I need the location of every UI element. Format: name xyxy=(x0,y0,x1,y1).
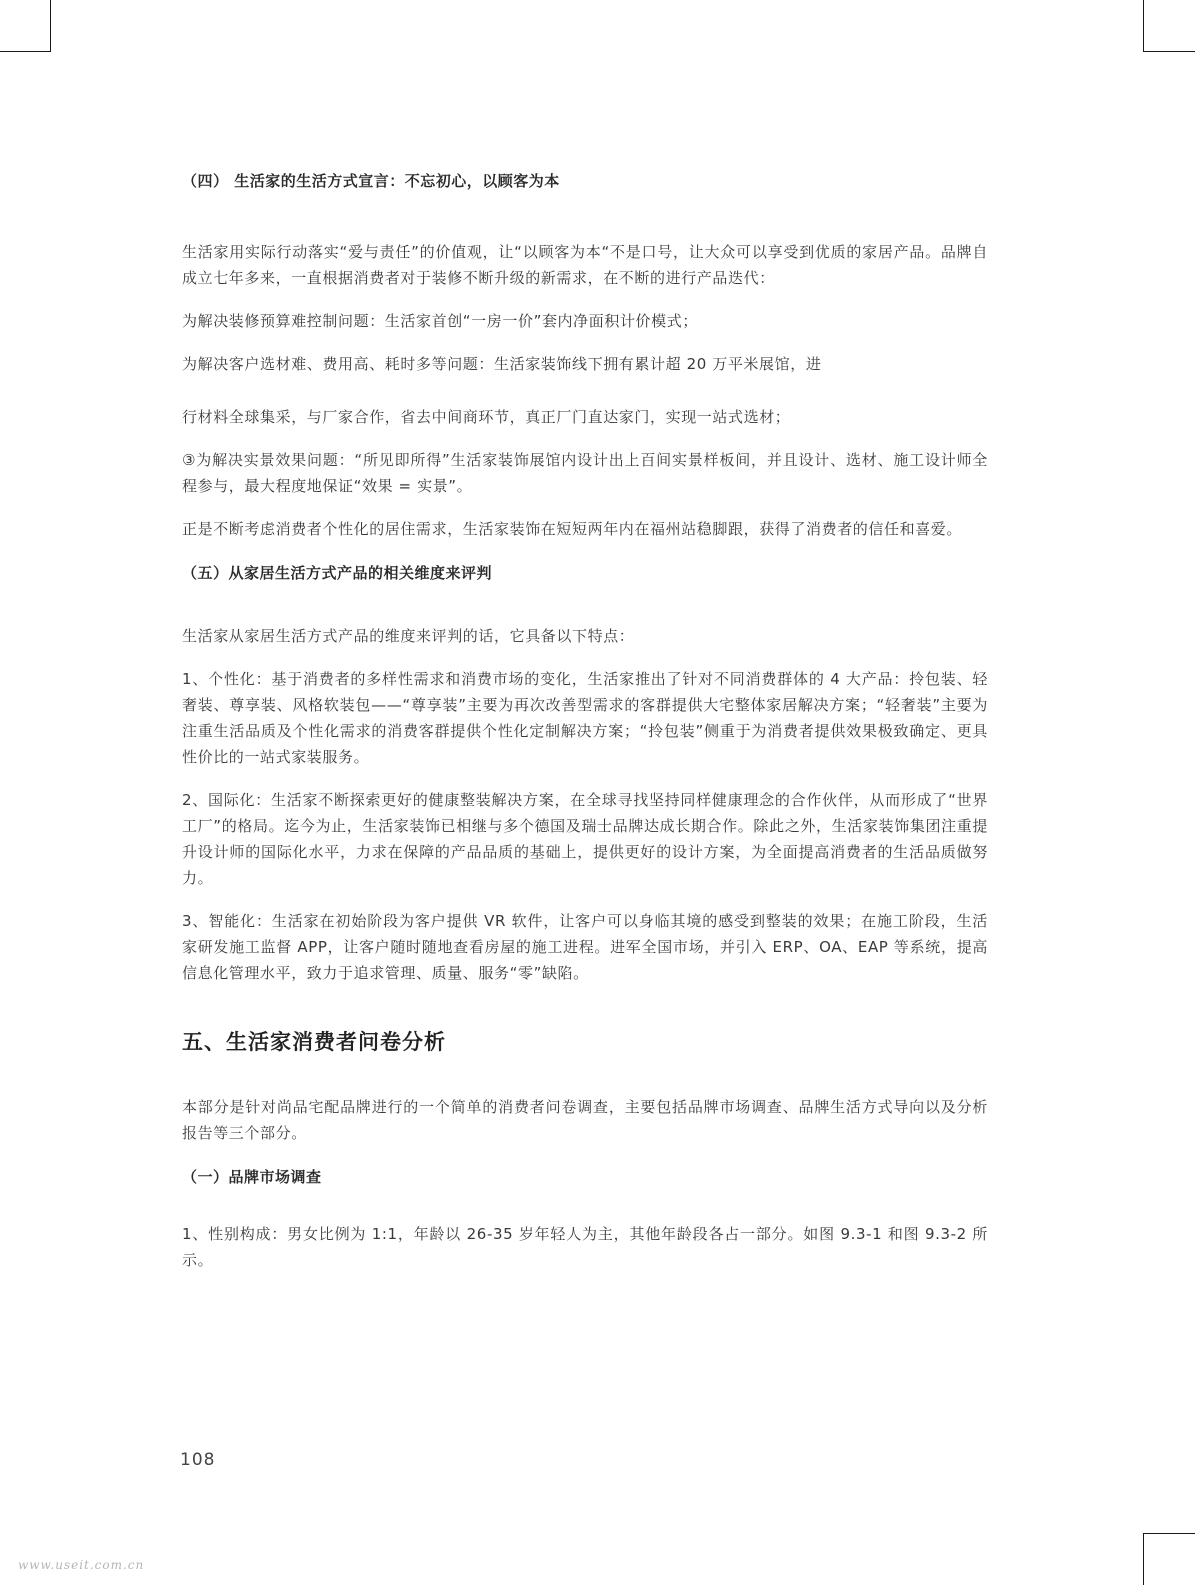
crop-mark-top-left-horizontal xyxy=(0,51,51,52)
section-4-paragraph-2: 为解决装修预算难控制问题：生活家首创“一房一价”套内净面积计价模式； xyxy=(182,312,698,330)
crop-mark-top-right-vertical xyxy=(1143,0,1144,52)
crop-mark-bottom-right-vertical xyxy=(1143,1533,1144,1585)
section-5-heading: （五）从家居生活方式产品的相关维度来评判 xyxy=(182,564,493,582)
page-number: 108 xyxy=(180,1450,216,1470)
section-5-paragraph-1: 生活家从家居生活方式产品的维度来评判的话，它具备以下特点： xyxy=(182,627,635,645)
crop-mark-top-right-horizontal xyxy=(1143,51,1195,52)
section-4-paragraph-1: 生活家用实际行动落实“爱与责任”的价值观，让“以顾客为本“不是口号，让大众可以享受到优质的家居产品。品牌自成立七年多来，一直根据消费者对于装修不断升级的新需求，在不断的进行产品迭代： xyxy=(182,243,988,287)
chapter-5-title: 五、生活家消费者问卷分析 xyxy=(182,1030,446,1054)
chapter-5-section-1-paragraph: 1、性别构成：男女比例为 1:1，年龄以 26-35 岁年轻人为主，其他年龄段各占一部分。如图 9.3-1 和图 9.3-2 所示。 xyxy=(182,1225,988,1269)
section-4-paragraph-5: ③为解决实景效果问题：“所见即所得”生活家装饰展馆内设计出上百间实景样板间，并且设计、选材、施工设计师全程参与，最大程度地保证“效果 = 实景”。 xyxy=(182,451,988,495)
chapter-5-intro-paragraph: 本部分是针对尚品宅配品牌进行的一个简单的消费者问卷调查，主要包括品牌市场调查、品牌生活方式导向以及分析报告等三个部分。 xyxy=(182,1098,988,1142)
crop-mark-top-left-vertical xyxy=(50,0,51,52)
page-content xyxy=(182,170,988,1273)
section-4-paragraph-4: 行材料全球集采，与厂家合作，省去中间商环节，真正厂门直达家门，实现一站式选材； xyxy=(182,408,791,426)
section-5-paragraph-2: 1、个性化：基于消费者的多样性需求和消费市场的变化，生活家推出了针对不同消费群体的 4 大产品：拎包装、轻奢装、尊享装、风格软装包——“尊享装”主要为再次改善型需求的客群提供大宅整体家居解决方案；“轻奢装”主要为注重生活品质及个性化需求的消费客群提供个性化定制解决方案；“拎包装”侧重于为消费者提供效果极致确定、更具性价比的一站式家装服务。 xyxy=(182,670,988,766)
section-4-paragraph-6: 正是不断考虑消费者个性化的居住需求，生活家装饰在短短两年内在福州站稳脚跟，获得了消费者的信任和喜爱。 xyxy=(182,520,963,538)
section-4-heading: （四） 生活家的生活方式宣言：不忘初心，以顾客为本 xyxy=(182,172,560,190)
watermark: www.useit.com.cn xyxy=(18,1558,145,1572)
crop-mark-bottom-right-horizontal xyxy=(1143,1533,1195,1534)
section-5-paragraph-4: 3、智能化：生活家在初始阶段为客户提供 VR 软件，让客户可以身临其境的感受到整装的效果；在施工阶段，生活家研发施工监督 APP，让客户随时随地查看房屋的施工进程。进军全国市场，并引入 ERP、OA、EAP 等系统，提高信息化管理水平，致力于追求管理、质量、服务“零”缺陷。 xyxy=(182,912,988,982)
section-5-paragraph-3: 2、国际化：生活家不断探索更好的健康整装解决方案，在全球寻找坚持同样健康理念的合作伙伴，从而形成了“世界工厂”的格局。迄今为止，生活家装饰已相继与多个德国及瑞士品牌达成长期合作。除此之外，生活家装饰集团注重提升设计师的国际化水平，力求在保障的产品品质的基础上，提供更好的设计方案，为全面提高消费者的生活品质做努力。 xyxy=(182,791,988,887)
section-4-paragraph-3: 为解决客户选材难、费用高、耗时多等问题：生活家装饰线下拥有累计超 20 万平米展馆，进 xyxy=(182,355,822,373)
chapter-5-section-1-heading: （一）品牌市场调查 xyxy=(182,1168,322,1186)
